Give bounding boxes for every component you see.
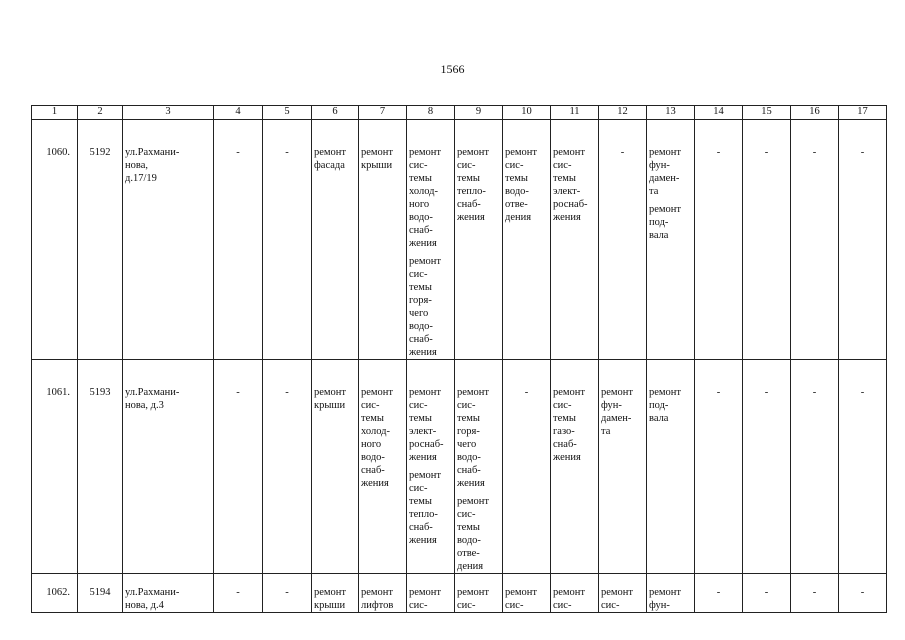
- cell-value: ремонт сис- темы газо- снаб- жения: [551, 360, 599, 574]
- column-header: 12: [599, 106, 647, 120]
- cell-value: ремонт крыши: [312, 574, 359, 613]
- cell-value: ремонт сис- темы горя- чего водо- снаб- жения ремонт сис- темы водо- отве- дения: [455, 360, 503, 574]
- column-header: 5: [263, 106, 312, 120]
- column-header: 10: [503, 106, 551, 120]
- address: ул.Рахмани- нова, д.3: [123, 360, 214, 574]
- cell-value: -: [839, 120, 887, 360]
- column-header: 14: [695, 106, 743, 120]
- building-code: 5192: [78, 120, 123, 360]
- cell-value: ремонт лифтов: [359, 574, 407, 613]
- cell-value: ремонт сис- темы холод- ного водо- снаб- жения ремонт сис- темы горя- чего водо- снаб- жения: [407, 120, 455, 360]
- cell-value: ремонт сис- темы элект- роснаб- жения: [551, 120, 599, 360]
- cell-value: -: [263, 574, 312, 613]
- column-header: 9: [455, 106, 503, 120]
- column-header: 1: [32, 106, 78, 120]
- column-header: 15: [743, 106, 791, 120]
- cell-value: ремонт сис-: [407, 574, 455, 613]
- cell-value: -: [263, 120, 312, 360]
- building-code: 5193: [78, 360, 123, 574]
- repair-schedule-table: [31, 105, 887, 613]
- cell-value: ремонт фун-: [647, 574, 695, 613]
- row-number: 1062.: [32, 574, 78, 613]
- cell-value: ремонт сис-: [551, 574, 599, 613]
- column-header: 11: [551, 106, 599, 120]
- column-header: 6: [312, 106, 359, 120]
- address: ул.Рахмани- нова, д.17/19: [123, 120, 214, 360]
- table-row: [32, 120, 887, 360]
- cell-value: -: [263, 360, 312, 574]
- table-row: [32, 574, 887, 613]
- address: ул.Рахмани- нова, д.4: [123, 574, 214, 613]
- column-header: 8: [407, 106, 455, 120]
- cell-value: ремонт крыши: [359, 120, 407, 360]
- cell-value: ремонт сис- темы водо- отве- дения: [503, 120, 551, 360]
- cell-value: -: [214, 120, 263, 360]
- cell-value: -: [839, 574, 887, 613]
- cell-value: -: [791, 120, 839, 360]
- column-header: 7: [359, 106, 407, 120]
- cell-value: -: [503, 360, 551, 574]
- cell-value: -: [791, 360, 839, 574]
- column-header: 2: [78, 106, 123, 120]
- column-header: 17: [839, 106, 887, 120]
- cell-value: ремонт под- вала: [647, 360, 695, 574]
- column-header: 13: [647, 106, 695, 120]
- cell-value: -: [791, 574, 839, 613]
- column-header: 16: [791, 106, 839, 120]
- cell-value: -: [743, 574, 791, 613]
- row-number: 1061.: [32, 360, 78, 574]
- cell-value: -: [743, 360, 791, 574]
- column-header: 4: [214, 106, 263, 120]
- cell-value: -: [214, 360, 263, 574]
- row-number: 1060.: [32, 120, 78, 360]
- cell-value: ремонт сис-: [455, 574, 503, 613]
- cell-value: ремонт сис- темы холод- ного водо- снаб- жения: [359, 360, 407, 574]
- cell-value: -: [743, 120, 791, 360]
- cell-value: ремонт крыши: [312, 360, 359, 574]
- column-header: 3: [123, 106, 214, 120]
- cell-value: -: [695, 120, 743, 360]
- cell-value: ремонт фун- дамен- та: [599, 360, 647, 574]
- column-number-row: [32, 106, 887, 120]
- page-number: 1566: [440, 62, 465, 76]
- cell-value: -: [695, 574, 743, 613]
- cell-value: ремонт фасада: [312, 120, 359, 360]
- cell-value: ремонт сис-: [599, 574, 647, 613]
- cell-value: ремонт фун- дамен- та ремонт под- вала: [647, 120, 695, 360]
- building-code: 5194: [78, 574, 123, 613]
- cell-value: ремонт сис- темы тепло- снаб- жения: [455, 120, 503, 360]
- cell-value: -: [599, 120, 647, 360]
- cell-value: ремонт сис- темы элект- роснаб- жения ремонт сис- темы тепло- снаб- жения: [407, 360, 455, 574]
- cell-value: -: [695, 360, 743, 574]
- cell-value: -: [214, 574, 263, 613]
- cell-value: ремонт сис-: [503, 574, 551, 613]
- table-row: [32, 360, 887, 574]
- cell-value: -: [839, 360, 887, 574]
